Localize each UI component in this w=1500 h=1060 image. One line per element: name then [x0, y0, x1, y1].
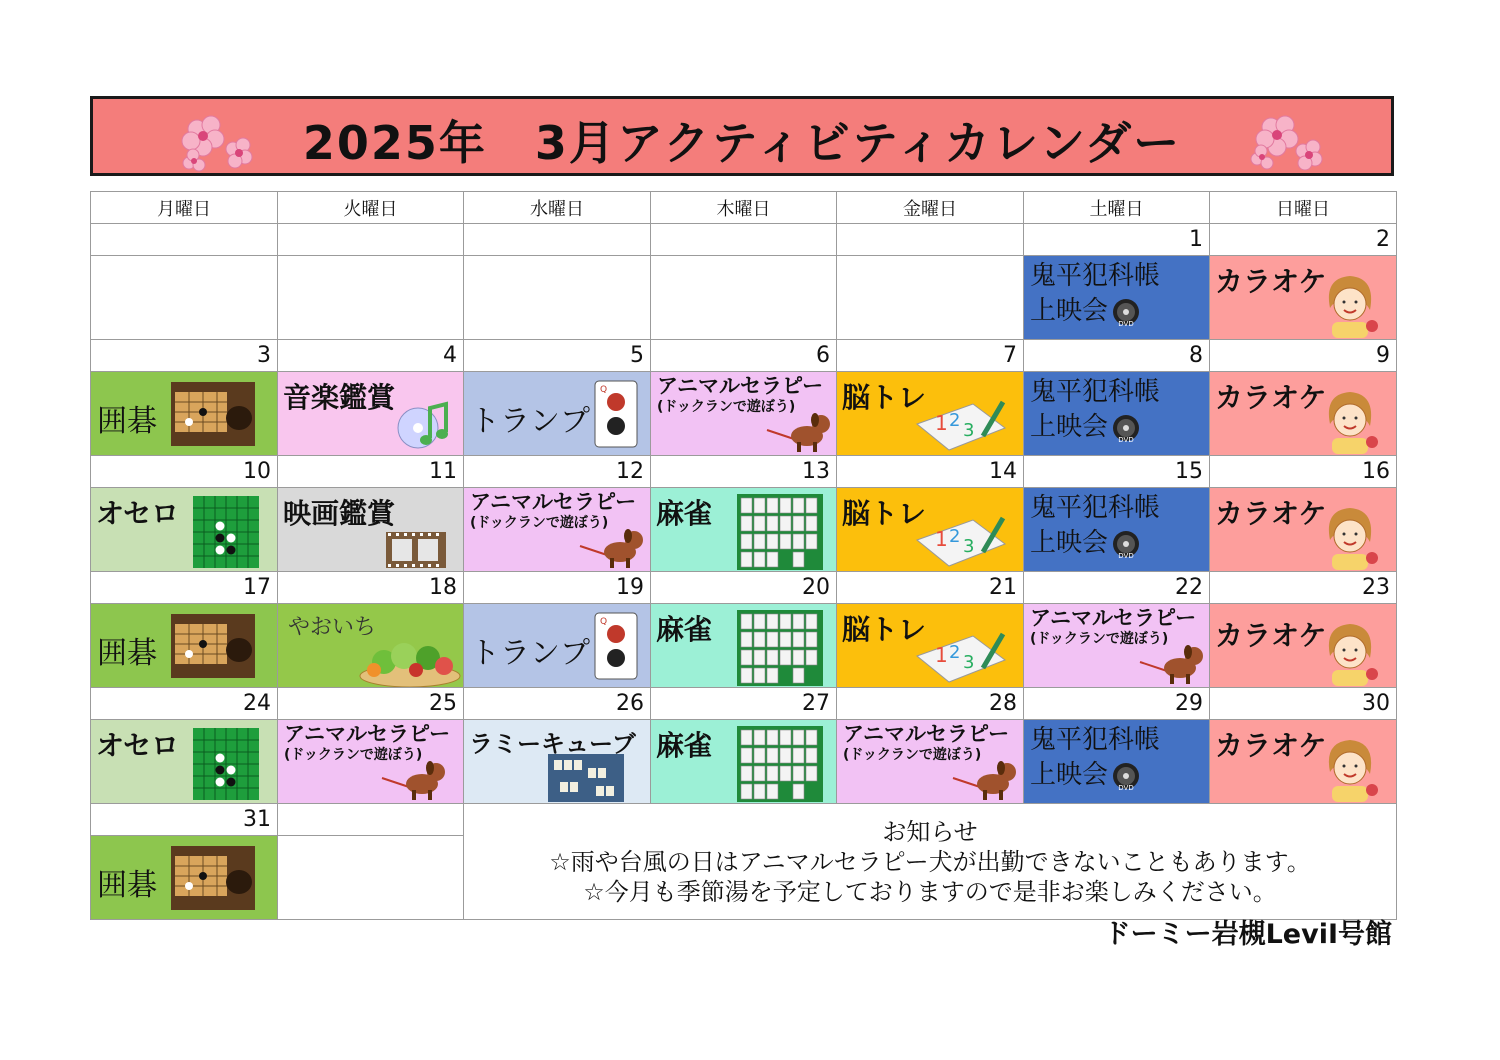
date-number: 20: [651, 572, 837, 604]
activity-karaoke: [1210, 372, 1397, 456]
date-row: [91, 804, 1397, 836]
activity-movie: [1024, 720, 1210, 804]
movie-title: 鬼平犯科帳: [1030, 377, 1161, 407]
activity-igo: [91, 372, 278, 456]
empty-cell: [278, 836, 464, 920]
empty-cell: [278, 224, 464, 256]
movie-label: [1030, 375, 1160, 445]
activity-karaoke: [1210, 488, 1397, 572]
activity-animal-therapy: [651, 372, 837, 456]
empty-cell: [91, 256, 278, 340]
date-number: 25: [278, 688, 464, 720]
activity-animal-therapy: [1024, 604, 1210, 688]
date-row: [91, 688, 1397, 720]
playing-card-icon: [594, 380, 638, 448]
cinema-label: 映画鑑賞: [283, 497, 396, 530]
yaoichi-label: やおいち: [288, 615, 377, 640]
music-note-icon: [396, 398, 452, 452]
go-board-icon: [171, 614, 255, 678]
page-title: 2025年 3月アクティビティカレンダー: [302, 116, 1182, 170]
movie-label: [1030, 723, 1160, 793]
mahjong-label: 麻雀: [656, 613, 713, 646]
igo-label: 囲碁: [97, 404, 157, 439]
karaoke-label: カラオケ: [1215, 619, 1327, 652]
animal-therapy-label: [284, 722, 450, 764]
movie-label: [1030, 491, 1160, 561]
date-number: 1: [1024, 224, 1210, 256]
date-row: [91, 224, 1397, 256]
karaoke-label: カラオケ: [1215, 381, 1327, 414]
date-number: 6: [651, 340, 837, 372]
date-number: 29: [1024, 688, 1210, 720]
activity-igo: [91, 604, 278, 688]
movie-title: 鬼平犯科帳: [1030, 725, 1161, 755]
notice-box: [464, 804, 1397, 920]
facility-name: ドーミー岩槻LeviⅠ号館: [1103, 919, 1392, 950]
date-number: 28: [837, 688, 1024, 720]
othello-label: オセロ: [96, 497, 180, 530]
weekday-tue: 火曜日: [278, 192, 464, 224]
date-number: 18: [278, 572, 464, 604]
date-number: 17: [91, 572, 278, 604]
brain-training-label: 脳トレ: [842, 613, 927, 646]
go-board-icon: [171, 846, 255, 910]
activity-karaoke: [1210, 256, 1397, 340]
mahjong-label: 麻雀: [656, 497, 713, 530]
weekday-mon: 月曜日: [91, 192, 278, 224]
mahjong-label: 麻雀: [656, 729, 713, 762]
svg-text:2: 2: [949, 526, 961, 547]
svg-text:3: 3: [963, 536, 975, 557]
date-number: 14: [837, 456, 1024, 488]
date-number: 8: [1024, 340, 1210, 372]
mahjong-tiles-icon: [737, 726, 823, 802]
math-book-icon: [913, 504, 1009, 568]
svg-text:3: 3: [963, 420, 975, 441]
date-number: 4: [278, 340, 464, 372]
activity-animal-therapy: [837, 720, 1024, 804]
activity-mahjong: [651, 720, 837, 804]
activity-cinema: [278, 488, 464, 572]
animal-therapy-label: [657, 374, 823, 416]
movie-subtitle: 上映会: [1030, 760, 1109, 790]
karaoke-label: カラオケ: [1215, 497, 1327, 530]
weekday-thu: 木曜日: [651, 192, 837, 224]
activity-movie: [1024, 488, 1210, 572]
activity-movie: [1024, 256, 1210, 340]
svg-text:Q: Q: [600, 617, 608, 627]
mahjong-tiles-icon: [737, 610, 823, 686]
activity-othello: [91, 720, 278, 804]
date-number: 26: [464, 688, 651, 720]
activity-row: [91, 604, 1397, 688]
date-number: 5: [464, 340, 651, 372]
activity-music: [278, 372, 464, 456]
cherry-blossom-icon: [1241, 105, 1327, 175]
date-row: [91, 340, 1397, 372]
empty-cell: [651, 224, 837, 256]
dvd-text: DVD: [1118, 320, 1134, 328]
date-row: [91, 572, 1397, 604]
empty-cell: [278, 256, 464, 340]
date-row: [91, 456, 1397, 488]
activity-othello: [91, 488, 278, 572]
movie-title: 鬼平犯科帳: [1030, 261, 1161, 291]
weekday-fri: 金曜日: [837, 192, 1024, 224]
brain-training-label: 脳トレ: [842, 381, 927, 414]
notice-line: ☆雨や台風の日はアニマルセラピー犬が出勤できないこともあります。: [549, 847, 1311, 876]
svg-text:Q: Q: [600, 385, 608, 395]
date-number: 3: [91, 340, 278, 372]
rummikub-label: ラミーキューブ: [469, 730, 636, 758]
date-number: 19: [464, 572, 651, 604]
activity-animal-therapy: [464, 488, 651, 572]
trump-label: トランプ: [470, 404, 590, 439]
empty-cell: [837, 256, 1024, 340]
activity-brain-training: [837, 372, 1024, 456]
empty-cell: [464, 256, 651, 340]
trump-label: トランプ: [470, 636, 590, 671]
animal-therapy-subtitle: (ドックランで遊ぼう): [843, 747, 982, 763]
mahjong-tiles-icon: [737, 494, 823, 570]
activity-animal-therapy: [278, 720, 464, 804]
weekday-sun: 日曜日: [1210, 192, 1397, 224]
empty-cell: [464, 224, 651, 256]
math-book-icon: [913, 620, 1009, 684]
date-number: 2: [1210, 224, 1397, 256]
music-label: 音楽鑑賞: [283, 381, 396, 414]
othello-board-icon: [193, 496, 259, 568]
activity-igo: [91, 836, 278, 920]
date-number: 16: [1210, 456, 1397, 488]
weekday-sat: 土曜日: [1024, 192, 1210, 224]
activity-mahjong: [651, 488, 837, 572]
activity-trump: [464, 372, 651, 456]
date-number: 27: [651, 688, 837, 720]
animal-therapy-subtitle: (ドックランで遊ぼう): [284, 747, 423, 763]
movie-subtitle: 上映会: [1030, 412, 1109, 442]
date-number: 9: [1210, 340, 1397, 372]
animal-therapy-title: アニマルセラピー: [843, 722, 1010, 746]
date-number: 31: [91, 804, 278, 836]
animal-therapy-title: アニマルセラピー: [657, 374, 824, 398]
activity-row: [91, 372, 1397, 456]
title-banner: [90, 96, 1394, 176]
notice-heading: お知らせ: [882, 817, 978, 846]
date-number: 30: [1210, 688, 1397, 720]
calendar-grid: [90, 191, 1397, 920]
dvd-text: DVD: [1118, 436, 1134, 444]
date-number: 13: [651, 456, 837, 488]
activity-rummikub: [464, 720, 651, 804]
svg-text:1: 1: [935, 643, 948, 667]
film-strip-icon: [386, 532, 446, 568]
date-number: 21: [837, 572, 1024, 604]
date-number: 12: [464, 456, 651, 488]
empty-cell: [651, 256, 837, 340]
animal-therapy-subtitle: (ドックランで遊ぼう): [470, 515, 609, 531]
animal-therapy-label: [470, 490, 636, 532]
movie-label: [1030, 259, 1160, 329]
movie-title: 鬼平犯科帳: [1030, 493, 1161, 523]
activity-movie: [1024, 372, 1210, 456]
igo-label: 囲碁: [97, 868, 157, 903]
empty-cell: [91, 224, 278, 256]
activity-row: [91, 720, 1397, 804]
date-number: 10: [91, 456, 278, 488]
karaoke-label: カラオケ: [1215, 265, 1327, 298]
svg-text:1: 1: [935, 411, 948, 435]
othello-board-icon: [193, 728, 259, 800]
date-number: 24: [91, 688, 278, 720]
animal-therapy-subtitle: (ドックランで遊ぼう): [657, 399, 796, 415]
animal-therapy-title: アニマルセラピー: [284, 722, 451, 746]
svg-text:3: 3: [963, 652, 975, 673]
go-board-icon: [171, 382, 255, 446]
playing-card-icon: [594, 612, 638, 680]
activity-row: [91, 256, 1397, 340]
activity-mahjong: [651, 604, 837, 688]
empty-cell: [837, 224, 1024, 256]
animal-therapy-subtitle: (ドックランで遊ぼう): [1030, 631, 1169, 647]
rummikub-board-icon: [548, 754, 624, 802]
weekday-header-row: [91, 192, 1397, 224]
activity-trump: [464, 604, 651, 688]
animal-therapy-title: アニマルセラピー: [470, 490, 637, 514]
movie-subtitle: 上映会: [1030, 528, 1109, 558]
empty-cell: [278, 804, 464, 836]
date-number: 11: [278, 456, 464, 488]
date-number: 22: [1024, 572, 1210, 604]
activity-brain-training: [837, 488, 1024, 572]
date-number: 15: [1024, 456, 1210, 488]
animal-therapy-label: [843, 722, 1009, 764]
dvd-text: DVD: [1118, 552, 1134, 560]
activity-brain-training: [837, 604, 1024, 688]
othello-label: オセロ: [96, 729, 180, 762]
activity-karaoke: [1210, 720, 1397, 804]
date-number: 23: [1210, 572, 1397, 604]
math-book-icon: [913, 388, 1009, 452]
brain-training-label: 脳トレ: [842, 497, 927, 530]
movie-subtitle: 上映会: [1030, 296, 1109, 326]
igo-label: 囲碁: [97, 636, 157, 671]
svg-text:2: 2: [949, 642, 961, 663]
animal-therapy-title: アニマルセラピー: [1030, 606, 1197, 630]
svg-text:2: 2: [949, 410, 961, 431]
karaoke-label: カラオケ: [1215, 729, 1327, 762]
date-number: 7: [837, 340, 1024, 372]
svg-text:1: 1: [935, 527, 948, 551]
notice-line: ☆今月も季節湯を予定しておりますので是非お楽しみください。: [583, 877, 1277, 906]
activity-row: [91, 488, 1397, 572]
weekday-wed: 水曜日: [464, 192, 651, 224]
activity-karaoke: [1210, 604, 1397, 688]
dvd-text: DVD: [1118, 784, 1134, 792]
activity-yaoichi: [278, 604, 464, 688]
animal-therapy-label: [1030, 606, 1196, 648]
